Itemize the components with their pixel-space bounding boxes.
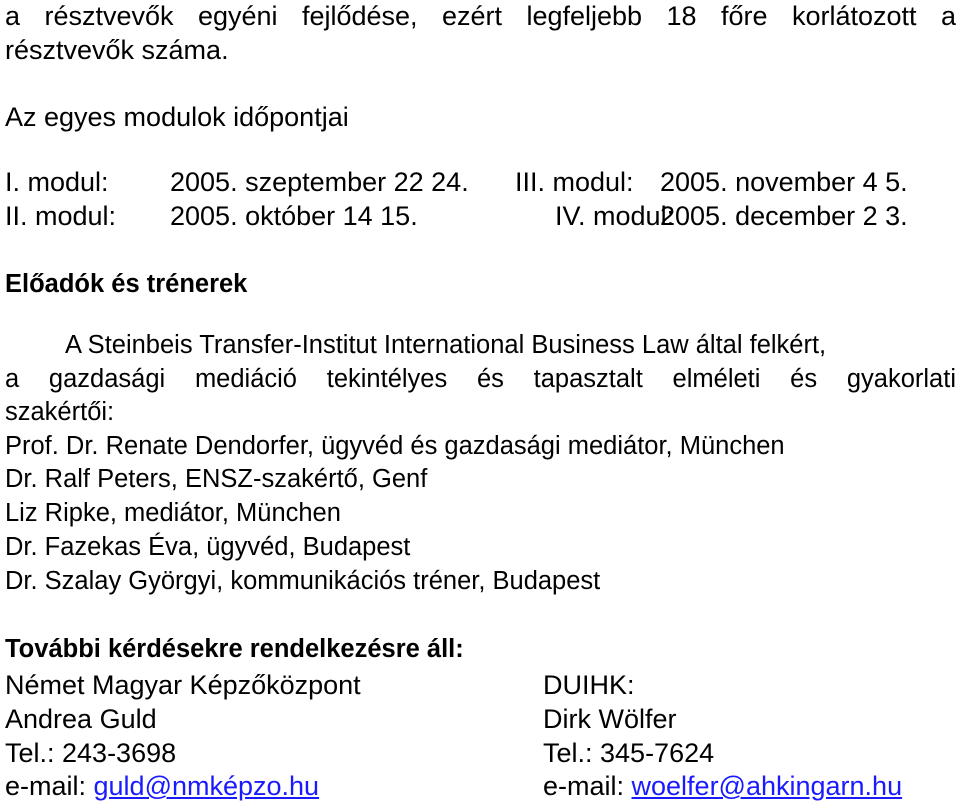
trainer-item: Dr. Szalay Györgyi, kommunikációs tréner, Budapest [5,567,601,595]
contact-right-org: DUIHK: [543,670,635,700]
trainers-intro-line-2: a gazdasági mediáció tekintélyes és tapasztalt elméleti és gyakorlati [5,365,956,393]
module-2-date: 2005. október 14 15. [170,201,418,231]
intro-line-2: résztvevők száma. [5,35,229,65]
module-4-label: IV. modul: [555,201,675,231]
contact-left-org: Német Magyar Képzőközpont [5,670,361,700]
contact-left-email-row [5,773,319,800]
contact-right-tel: Tel.: 345-7624 [543,738,715,768]
email-label: e-mail: [5,771,94,801]
trainers-intro-line-1: A Steinbeis Transfer-Institut International Business Law által felkért, [65,331,827,359]
contact-left-tel: Tel.: 243-3698 [5,738,177,768]
contact-left-name: Andrea Guld [5,704,157,734]
module-1-date: 2005. szeptember 22 24. [170,167,469,197]
module-2-label: II. modul: [5,201,117,231]
email-link-woelfer[interactable]: woelfer@ahkingarn.hu [631,771,903,801]
email-link-guld[interactable]: guld@nmképzo.hu [93,771,320,801]
trainers-heading: Előadók és trénerek [5,270,248,298]
intro-line-1: a résztvevők egyéni fejlődése, ezért legfeljebb 18 főre korlátozott a [5,1,956,31]
module-4-date: 2005. december 2 3. [660,201,908,231]
trainer-item: Dr. Fazekas Éva, ügyvéd, Budapest [5,533,411,561]
modules-heading: Az egyes modulok időpontjai [5,102,349,132]
module-3-date: 2005. november 4 5. [660,167,908,197]
trainer-item: Liz Ripke, mediátor, München [5,499,341,527]
trainer-item: Prof. Dr. Renate Dendorfer, ügyvéd és gazdasági mediátor, München [5,432,785,460]
contact-right-email-row [543,773,902,800]
module-3-label: III. modul: [515,167,634,197]
trainers-intro-line-3: szakértői: [5,398,115,426]
contact-heading: További kérdésekre rendelkezésre áll: [5,635,464,663]
email-label: e-mail: [543,771,632,801]
module-1-label: I. modul: [5,167,109,197]
contact-right-name: Dirk Wölfer [543,704,677,734]
trainer-item: Dr. Ralf Peters, ENSZ-szakértő, Genf [5,465,428,493]
